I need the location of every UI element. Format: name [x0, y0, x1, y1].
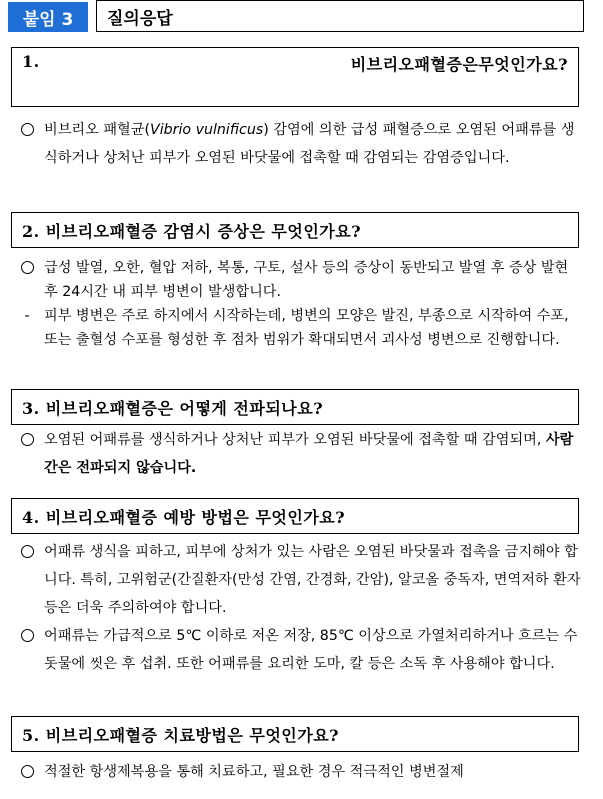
- answer-2: [14, 256, 584, 352]
- question-4-box: [11, 498, 579, 534]
- question-1-number: 1.: [22, 52, 40, 71]
- answer-4-item-1: [14, 538, 584, 622]
- answer-1: [14, 116, 584, 172]
- header-row: [8, 0, 593, 34]
- answer-5-item: [14, 758, 584, 786]
- answer-1-text-post: ) 감염에 의한 급성 패혈증으로 오염된 어패류를 생식하거나 상처난 피부가 오염된 바닷물에 접촉할 때 감염되는 감염증입니다.: [44, 122, 575, 166]
- answer-1-text-pre: 비브리오 패혈균(: [44, 122, 150, 138]
- dash-bullet: -: [24, 308, 30, 324]
- answer-4: [14, 538, 584, 678]
- circle-bullet-icon: [14, 256, 40, 280]
- answer-3: [14, 426, 584, 482]
- circle-bullet-icon: [14, 622, 40, 650]
- answer-3-emphasis: 사람 간은 전파되지 않습니다.: [44, 432, 574, 476]
- answer-2-text-2: 피부 병변은 주로 하지에서 시작하는데, 병변의 모양은 발진, 부종으로 시작하여 수포, 또는 출혈성 수포를 형성한 후 점차 범위가 확대되면서 괴사성 병변으로 진행합니다.: [44, 308, 569, 348]
- answer-5: [14, 758, 584, 786]
- question-4-text: 4. 비브리오패혈증 예방 방법은 무엇인가요?: [22, 507, 346, 527]
- question-5-text: 5. 비브리오패혈증 치료방법은 무엇인가요?: [22, 725, 340, 745]
- answer-4-item-2: [14, 622, 584, 678]
- answer-3-item: [14, 426, 584, 482]
- answer-3-text: 오염된 어패류를 생식하거나 상처난 피부가 오염된 바닷물에 접촉할 때 감염되며,: [44, 432, 546, 448]
- answer-2-item-2: [14, 304, 584, 352]
- question-1-text: 비브리오패혈증은무엇인가요?: [350, 55, 568, 74]
- circle-bullet-icon: [14, 758, 40, 786]
- question-3-text: 3. 비브리오패혈증은 어떻게 전파되나요?: [22, 398, 324, 418]
- circle-bullet-icon: [14, 426, 40, 454]
- question-3-box: [11, 389, 579, 425]
- answer-4-text-1: 어패류 생식을 피하고, 피부에 상처가 있는 사람은 오염된 바닷물과 접촉을 금지해야 합니다. 특히, 고위험군(간질환자(만성 간염, 간경화, 간암), 알코올 중독자, 면역저하 환자 등은 더욱 주의하여야 합니다.: [44, 544, 581, 616]
- answer-2-text-1: 급성 발열, 오한, 혈압 저하, 복통, 구토, 설사 등의 증상이 동반되고 발열 후 증상 발현 후 24시간 내 피부 병변이 발생합니다.: [44, 260, 569, 300]
- answer-1-item: [14, 116, 584, 172]
- question-2-box: [11, 212, 579, 248]
- answer-1-scientific-name: Vibrio vulnificus: [149, 122, 264, 138]
- question-2-text: 2. 비브리오패혈증 감염시 증상은 무엇인가요?: [22, 221, 362, 241]
- answer-5-text: 적절한 항생제복용을 통해 치료하고, 필요한 경우 적극적인 병변절제: [44, 764, 464, 780]
- circle-bullet-icon: [14, 116, 40, 144]
- circle-bullet-icon: [14, 538, 40, 566]
- attachment-tag: 붙임 3: [8, 2, 88, 32]
- question-5-box: [11, 716, 579, 752]
- question-1-box: [11, 47, 579, 107]
- page-title: 질의응답: [96, 0, 584, 32]
- answer-2-item-1: [14, 256, 584, 304]
- answer-4-text-2: 어패류는 가급적으로 5℃ 이하로 저온 저장, 85℃ 이상으로 가열처리하거나 흐르는 수돗물에 씻은 후 섭취. 또한 어패류를 요리한 도마, 칼 등은 소독 후 사용해야 합니다.: [44, 628, 578, 672]
